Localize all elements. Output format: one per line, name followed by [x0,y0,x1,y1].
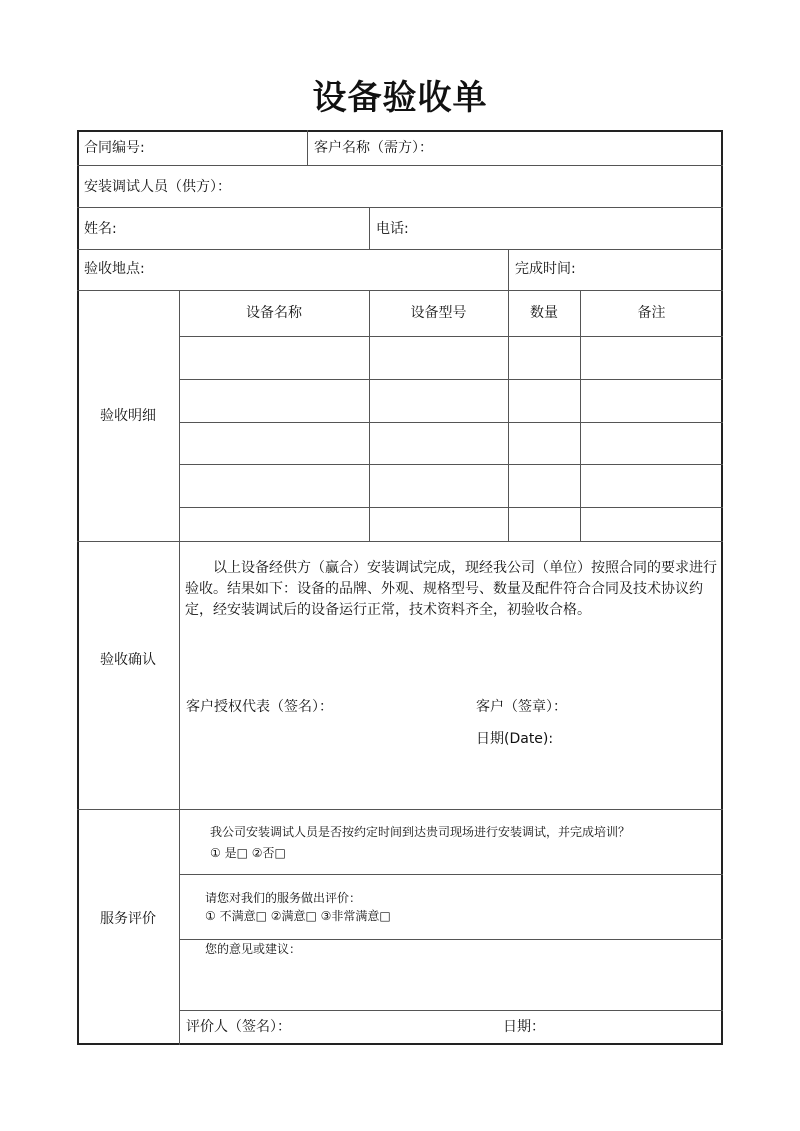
date-label: 日期(Date): [476,731,554,747]
confirm-section-label: 验收确认 [100,652,156,668]
finish-time-label: 完成时间: [515,261,576,277]
divider [179,379,723,380]
divider [77,290,723,291]
confirm-paragraph: 以上设备经供方（赢合）安装调试完成，现经我公司（单位）按照合同的要求进行验收。结果如下：设备的品牌、外观、规格型号、数量及配件符合合同及技术协议约定，经安装调试后的设备运行正常，技术资料齐全，初验收合格。 [185,560,717,618]
evaluator-label: 评价人（签名）： [186,1019,291,1035]
service-question-2-options: ① 不满意□ ②满意□ ③非常满意□ [205,909,391,923]
service-question-3: 您的意见或建议： [205,942,302,956]
customer-seal-label: 客户（签章）： [476,699,567,715]
header-device-model: 设备型号 [410,305,467,321]
divider [369,207,370,249]
divider [179,507,723,508]
location-label: 验收地点: [84,261,145,277]
header-device-name: 设备名称 [246,305,302,321]
rep-sign-label: 客户授权代表（签名）： [186,699,333,715]
phone-label: 电话: [376,221,409,237]
service-question-1-options: ① 是□ ②否□ [210,846,286,860]
divider [369,290,370,541]
divider [508,290,509,541]
divider [179,874,723,875]
divider [179,464,723,465]
customer-name-label: 客户名称（需方）： [314,140,433,156]
divider [508,249,509,290]
divider [179,939,723,940]
divider [77,809,723,810]
divider [580,290,581,541]
eval-date-label: 日期： [503,1019,545,1035]
divider [179,290,180,1045]
name-label: 姓名: [84,221,117,237]
header-quantity: 数量 [530,305,558,321]
divider [179,1010,723,1011]
divider [77,207,723,208]
service-question-2: 请您对我们的服务做出评价： [205,891,362,905]
installer-label: 安装调试人员（供方）： [84,179,231,195]
divider [307,130,308,165]
details-section-label: 验收明细 [100,408,156,424]
contract-no-label: 合同编号: [84,140,145,156]
service-question-1: 我公司安装调试人员是否按约定时间到达贵司现场进行安装调试，并完成培训？ [210,825,631,839]
divider [179,336,723,337]
service-section-label: 服务评价 [100,911,156,927]
divider [77,165,723,166]
divider [77,249,723,250]
divider [179,422,723,423]
form-title: 设备验收单 [312,78,488,118]
divider [77,541,723,542]
header-remarks: 备注 [637,305,666,321]
